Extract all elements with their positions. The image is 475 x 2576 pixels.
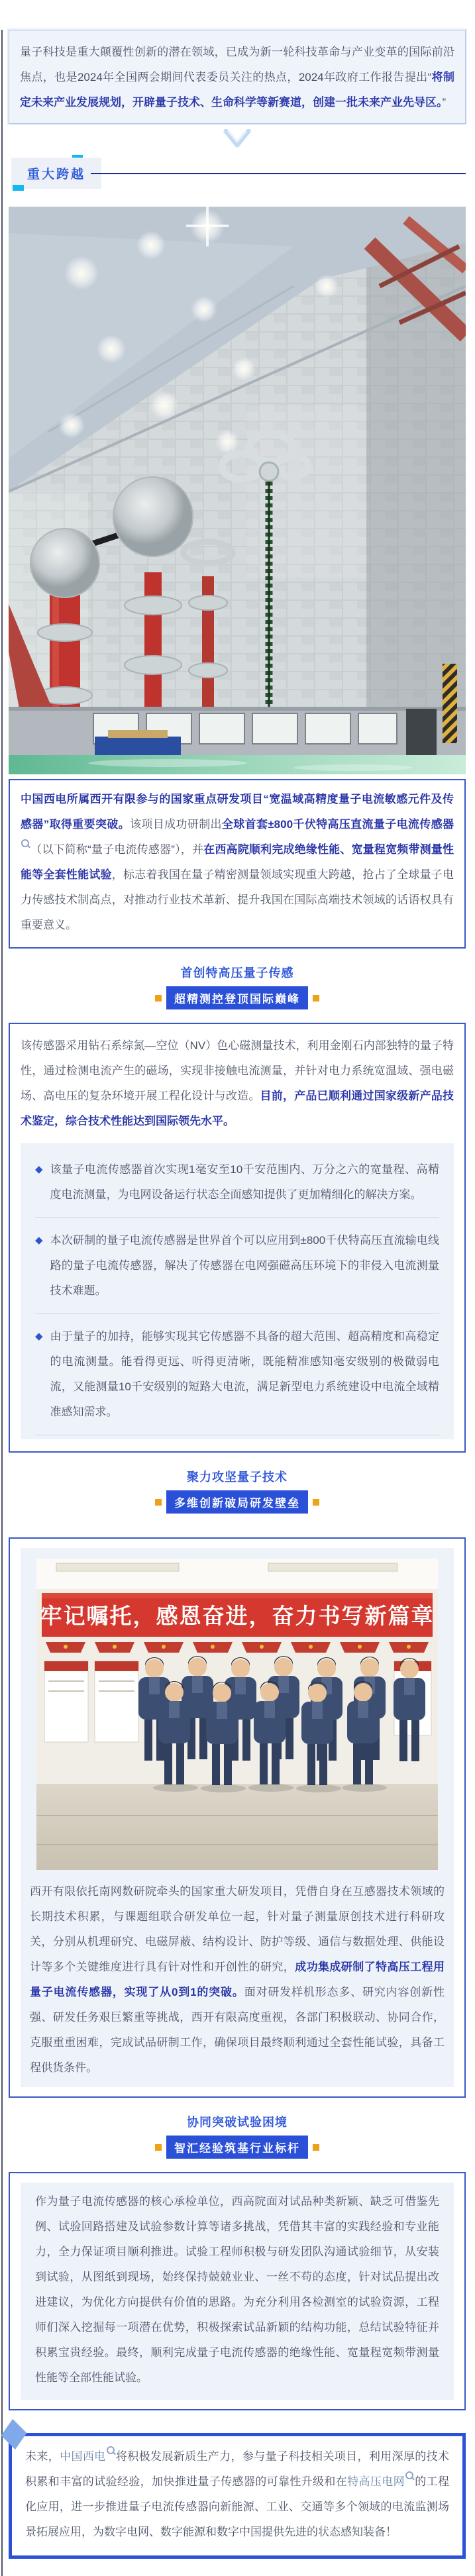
badge-accent-right-icon — [313, 2144, 319, 2151]
section1-badge-row — [9, 986, 466, 1009]
tag-rule-line — [91, 173, 466, 174]
intro-paragraph — [20, 40, 454, 115]
bullet-text: 该量子电流传感器首次实现1毫安至10千安范围内、万分之六的宽量程、高精度电流测量，为电网设备运行状态全面感知提供了更加精细化的解决方案。 — [50, 1163, 439, 1201]
badge-accent-left-icon — [155, 995, 162, 1002]
section1-badge: 超精测控登顶国际巅峰 — [166, 986, 308, 1009]
text-segment: 的工程化应用，进一步推进量子电流传感器向新能源、工业、交通等多个领域的电流监测场景拓展应用，为数字电网、数字能源和数字中国提供先进的状态感知装备！ — [25, 2475, 450, 2538]
list-item — [35, 1147, 439, 1217]
text-segment: 在西高院顺利完成绝缘性能、宽量程宽频带测量性能等全套性能试验 — [21, 843, 454, 881]
bottom-spacer — [9, 2559, 466, 2576]
outlook-paragraph — [25, 2444, 449, 2545]
section3-badge-row — [9, 2136, 466, 2159]
badge-accent-right-icon — [313, 995, 319, 1002]
entity-link-uhv-grid[interactable]: 特高压电网 — [347, 2475, 405, 2488]
intro-policy-quote: 将制定未来产业发展规划，开辟量子技术、生命科学等新赛道，创建一批未来产业先导区。 — [20, 71, 455, 109]
badge-accent-left-icon — [155, 1499, 162, 1506]
testing-box — [9, 2172, 466, 2410]
badge-accent-right-icon — [313, 1499, 319, 1506]
section2-badge-row — [9, 1490, 466, 1514]
section2-title: 聚力攻坚量子技术 — [187, 1470, 288, 1484]
team-panel — [21, 1548, 454, 2087]
intro-quote-box — [9, 30, 466, 124]
technology-box — [9, 1023, 466, 1453]
text-segment: 西开有限依托南网数研院牵头的国家重大研发项目，凭借自身在互感器技术领域的长期技术积累，与课题组联合研发单位一起，针对量子测量原创技术进行科研攻关，分别从机理研究、电磁屏蔽、结构设计、防护等级、通信与数据处理、供能设计等多个关键维度进行具有针对性和开创性的研究， — [30, 1885, 445, 1973]
bullet-text: 本次研制的量子电流传感器是世界首个可以应用到±800千伏特高压直流输电线路的量子电流传感器，解决了传感器在电网强磁高压环境下的非侵入电流测量技术难题。 — [50, 1234, 439, 1297]
intro-closing-quote: ” — [442, 96, 447, 109]
text-segment: 目前，产品已顺利通过国家级新产品技术鉴定，综合技术性能达到国际领先水平。 — [21, 1090, 454, 1127]
diamond-bullet-icon: ◆ — [35, 1235, 43, 1246]
team-box — [9, 1537, 466, 2098]
photo-uhv-test-hall — [9, 207, 466, 774]
outlook-box — [9, 2433, 466, 2559]
list-item — [35, 1314, 439, 1435]
window-left-edge — [1, 30, 3, 2576]
bullet-text: 由于量子的加持，能够实现其它传感器不具备的超大范围、超高精度和高稳定的电流测量。能看得更远、听得更清晰，既能精准感知毫安级别的极微弱电流，又能测量10千安级别的短路大电流，满足新型电力系统建设中电流全域精准感知需求。 — [50, 1330, 439, 1418]
text-segment: 该项目成功研制出 — [130, 818, 222, 831]
section3-title: 协同突破试验困境 — [187, 2116, 288, 2129]
section-separator — [9, 129, 466, 152]
section2-header — [9, 1467, 466, 1514]
photo-project-team — [36, 1559, 438, 1870]
bullet-panel — [21, 1143, 454, 1439]
text-segment: 将积极发展新质生产力，参与量子科技相关项目，利用深厚的技术积累和丰富的试验经验，加快推进量子传感器的可靠性升级和在 — [25, 2450, 450, 2488]
text-segment: 面对研发样机形态多、研究内容创新性强、研发任务艰巨繁重等挑战，西开有限高度重视，各部门积极联动、协同合作，克服重重困难，完成试品研制工作，确保项目最终顺利通过全套性能试验，具备工程供货条件。 — [30, 1986, 445, 2074]
corner-diamond-icon — [1, 2419, 27, 2449]
topic-tag-row — [9, 155, 466, 192]
search-icon[interactable] — [107, 2446, 115, 2454]
text-segment: （以下简称“量子电流传感器”），并 — [30, 843, 204, 856]
search-icon[interactable] — [405, 2471, 413, 2479]
text-segment: 该传感器采用钻石系综氮—空位（NV）色心磁测量技术，利用金刚石内部独特的量子特性，通过检测电流产生的磁场，实现非接触电流测量，并针对电力系统宽温域、强电磁场、高电压的复杂环境开展工程化设计与改造。 — [21, 1039, 454, 1102]
intro-text: 量子科技是重大颠覆性创新的潜在领域，已成为新一轮科技革命与产业变革的国际前沿焦点，也是2024年全国两会期间代表委员关注的热点，2024年政府工作报告提出“ — [20, 46, 454, 83]
entity-link-xd[interactable]: 中国西电 — [60, 2450, 106, 2463]
text-segment: ，标志着我国在量子精密测量领域实现重大跨越，抢占了全球量子电力传感技术制高点，对推动行业技术革新、提升我国在国际高端技术领域的话语权具有重要意义。 — [21, 868, 454, 931]
badge-accent-left-icon — [155, 2144, 162, 2151]
section3-header — [9, 2112, 466, 2159]
summary-paragraph — [21, 787, 454, 938]
section1-title: 首创特高压量子传感 — [180, 966, 294, 980]
article-body — [9, 30, 466, 2576]
section3-badge: 智汇经验筑基行业标杆 — [166, 2136, 308, 2159]
list-item — [35, 1218, 439, 1314]
technology-paragraph — [21, 1033, 454, 1134]
testing-panel — [21, 2183, 454, 2400]
search-icon[interactable] — [21, 839, 29, 847]
chevron-down-icon — [222, 129, 252, 149]
tag-accent-cyan-bottom-icon — [13, 185, 24, 191]
summary-box — [9, 779, 466, 949]
text-segment: 未来， — [25, 2450, 60, 2463]
diamond-bullet-icon: ◆ — [35, 1164, 43, 1175]
diamond-bullet-icon: ◆ — [35, 1331, 43, 1342]
topic-tag: 重大跨越 — [11, 158, 101, 189]
team-paragraph — [30, 1879, 445, 2081]
section1-header — [9, 963, 466, 1009]
sensor-term[interactable]: 全球首套±800千伏特高压直流量子电流传感器 — [221, 818, 454, 831]
testing-paragraph: 作为量子电流传感器的核心承检单位，西高院面对试品种类新颖、缺乏可借鉴先例、试验回路搭建及试验参数计算等诸多挑战，凭借其丰富的实践经验和专业能力，全力保证项目顺利推进。试验工程师积极与研发团队沟通试验细节，从安装到试验，从图纸到现场，始终保持兢兢业业、一丝不苟的态度，针对试品提出改进建议，为优化方向提供有价值的思路。为充分利用各检测室的试验资源，工程师们深入挖掘每一项潜在优势，积极探索试品新颖的结构功能，总结试验特征并积累宝贵经验。最终，顺利完成量子电流传感器的绝缘性能、宽量程宽频带测量性能等全部性能试验。 — [35, 2195, 439, 2384]
text-segment: 中国西电所属西开有限参与的国家重点研发项目“宽温域高精度量子电流敏感元件及传感器”取得重要突破。 — [21, 793, 454, 831]
text-segment: 成功集成研制了特高压工程用量子电流传感器，实现了从0到1的突破。 — [30, 1961, 445, 1998]
photo-banner-text: 牢记嘱托，感恩奋进，奋力书写新篇章 — [40, 1604, 435, 1628]
section2-badge: 多维创新破局研发壁垒 — [166, 1490, 308, 1514]
